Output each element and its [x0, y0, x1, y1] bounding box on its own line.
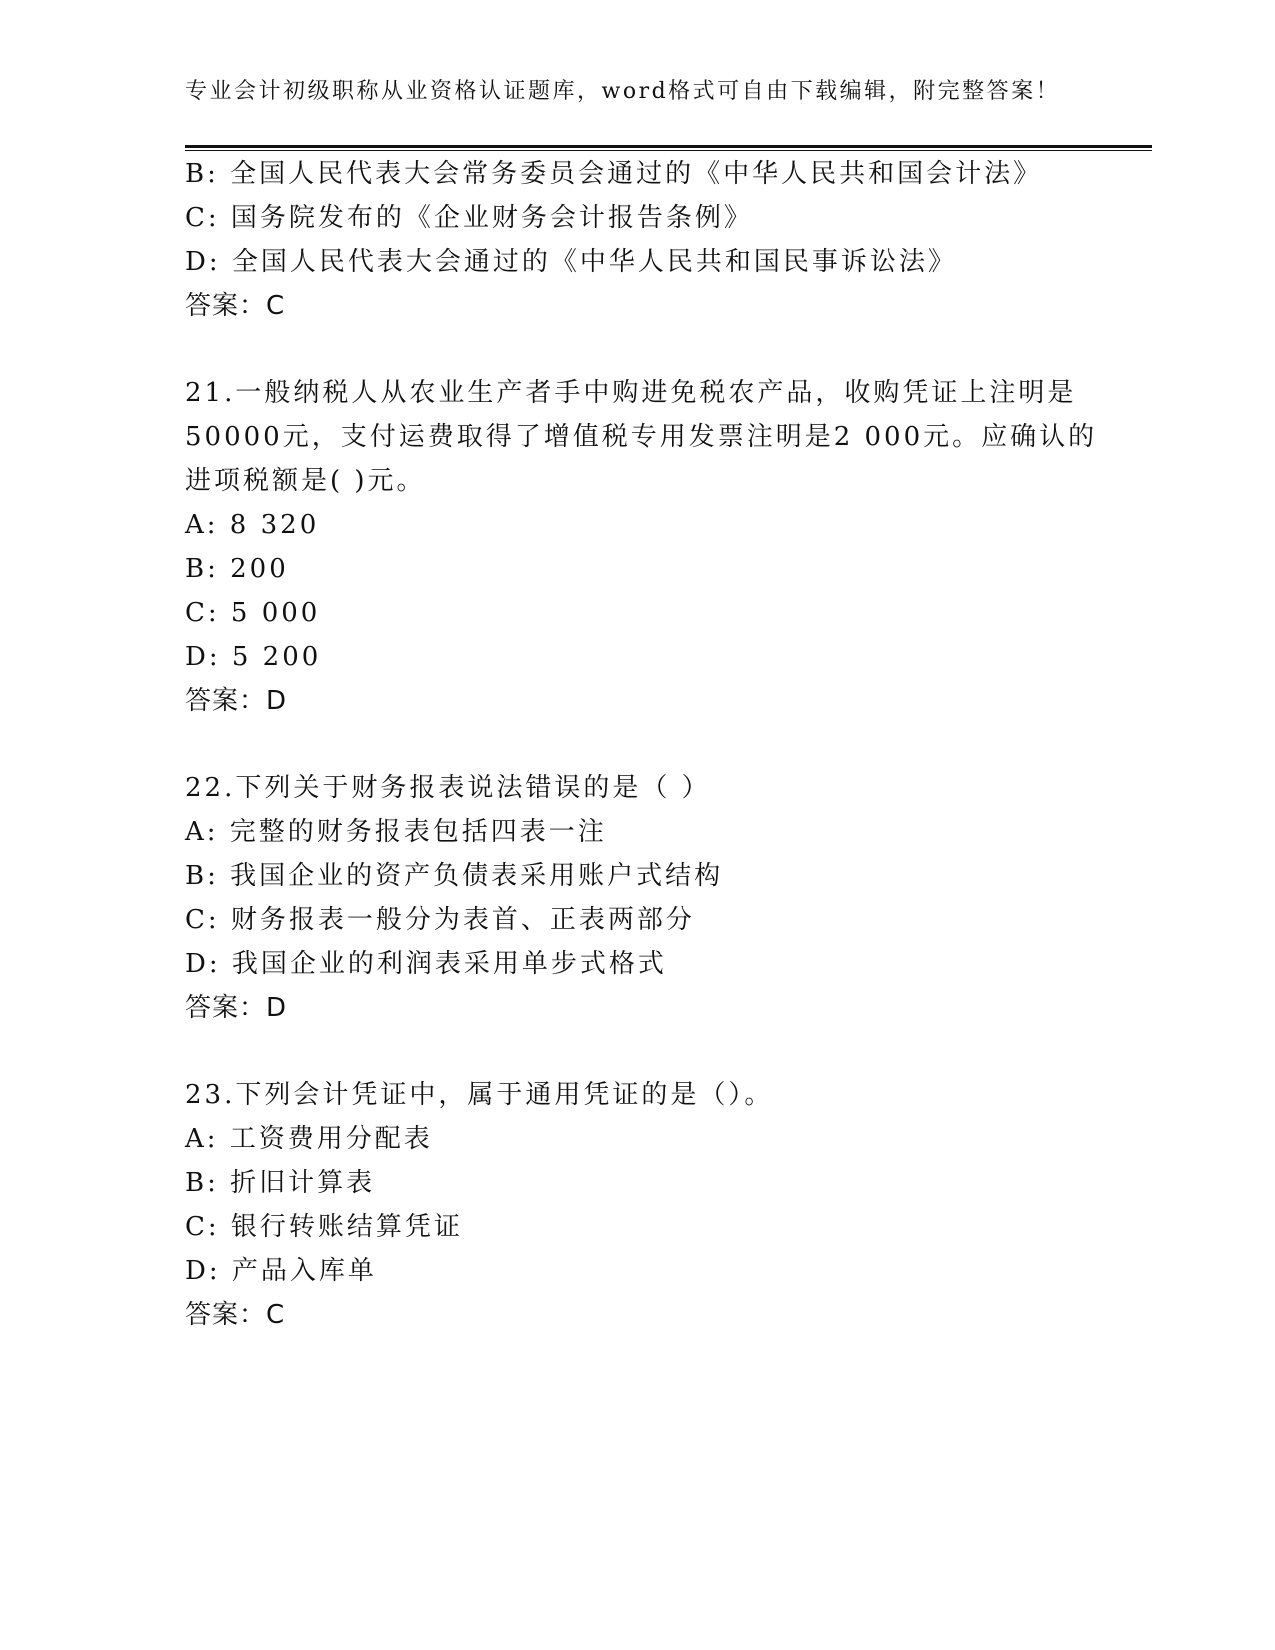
q23-option-c: C: 银行转账结算凭证 — [185, 1212, 463, 1242]
q22-option-c: C: 财务报表一般分为表首、正表两部分 — [185, 905, 695, 935]
q22-option-b: B: 我国企业的资产负债表采用账户式结构 — [185, 861, 724, 891]
q21-answer: 答案：D — [185, 686, 288, 716]
q23-option-b: B: 折旧计算表 — [185, 1168, 376, 1198]
q21-option-b: B: 200 — [185, 554, 289, 584]
q21-option-a: A: 8 320 — [185, 510, 320, 540]
q21-stem-line1: 21.一般纳税人从农业生产者手中购进免税农产品，收购凭证上注明是 — [185, 378, 1077, 408]
q22-option-a: A: 完整的财务报表包括四表一注 — [185, 817, 607, 847]
q23-option-d: D: 产品入库单 — [185, 1256, 377, 1286]
q23-option-a: A: 工资费用分配表 — [185, 1124, 433, 1154]
q22-stem: 22.下列关于财务报表说法错误的是（ ） — [185, 773, 711, 803]
q22-option-d: D: 我国企业的利润表采用单步式格式 — [185, 949, 667, 979]
q23-stem: 23.下列会计凭证中，属于通用凭证的是（）。 — [185, 1080, 774, 1110]
q20-option-b: B: 全国人民代表大会常务委员会通过的《中华人民共和国会计法》 — [185, 159, 1043, 189]
q20-option-d: D: 全国人民代表大会通过的《中华人民共和国民事诉讼法》 — [185, 247, 957, 277]
q21-option-d: D: 5 200 — [185, 642, 322, 672]
q21-stem-line2: 50000元，支付运费取得了增值税专用发票注明是2 000元。应确认的 — [185, 422, 1098, 452]
q23-answer: 答案：C — [185, 1300, 286, 1330]
document-header: 专业会计初级职称从业资格认证题库，word格式可自由下载编辑，附完整答案！ — [185, 79, 1061, 104]
header-rule-thin — [185, 150, 1152, 151]
q21-stem-line3: 进项税额是( )元。 — [185, 466, 426, 496]
q21-option-c: C: 5 000 — [185, 598, 321, 628]
header-rule-thick — [185, 145, 1152, 148]
q20-answer: 答案：C — [185, 291, 286, 321]
q22-answer: 答案：D — [185, 993, 288, 1023]
q20-option-c: C: 国务院发布的《企业财务会计报告条例》 — [185, 203, 753, 233]
